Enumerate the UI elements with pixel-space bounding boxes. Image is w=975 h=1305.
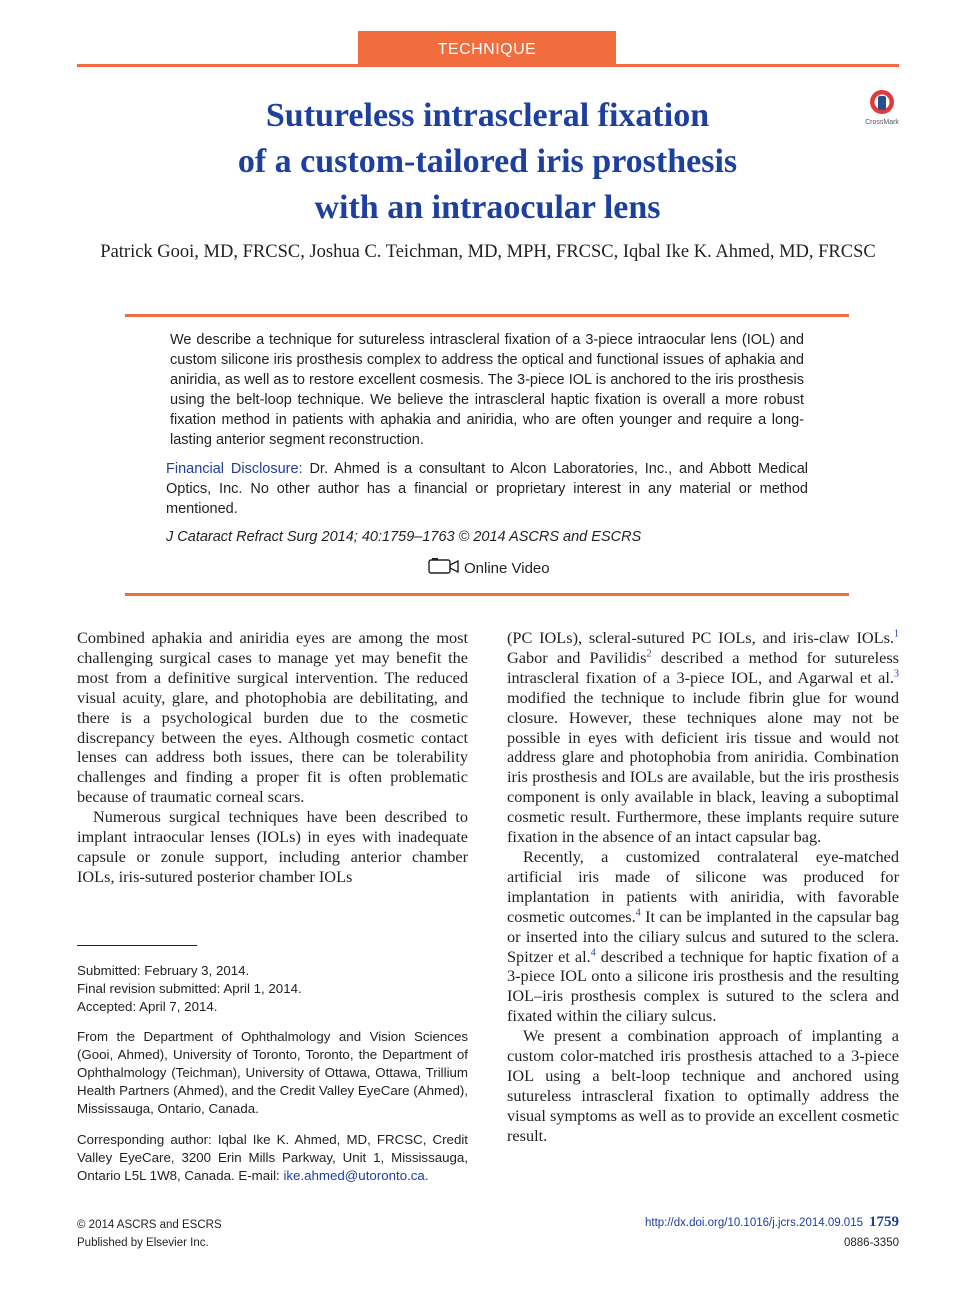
- footer-left: [77, 1216, 222, 1252]
- footnote-rule: [77, 945, 197, 946]
- footer-right: [560, 1212, 899, 1253]
- author-list: Patrick Gooi, MD, FRCSC, Joshua C. Teichman, MD, MPH, FRCSC, Iqbal Ike K. Ahmed, MD, FRCSC: [100, 242, 876, 262]
- body-paragraph: (PC IOLs), scleral-sutured PC IOLs, and iris-claw IOLs.$^1$ Gabor and Pavilidis$^2$ described a method for sutureless intrascleral fixation of a 3-piece IOL, and Agarwal et al.$^3$ modified the technique to include fibrin glue for wound closure. However, these techniques alone may not be possible in eyes with deficient iris tissue and would not address glare and photophobia from aniridia. Combination iris prosthesis and IOLs are available, but the iris prosthesis component is only available in black, leaving a suboptimal cosmetic result. Furthermore, these implants require suture fixation in the absence of an intact capsular bag.: [507, 628, 900, 847]
- body-paragraph: Recently, a customized contralateral eye-matched artificial iris made of silicone was produced for implantation in patients with aniridia, with favorable cosmetic outcomes.$^4$ It can be implanted in the capsular bag or inserted into the ciliary sulcus and sutured to the sclera. Spitzer et al.$^4$ described a technique for haptic fixation of a 3-piece IOL onto a silicone iris prosthesis and the resulting IOL–iris prosthesis complex is sutured to the sclera and fixated within the ciliary sulcus.: [507, 846, 900, 1026]
- title-line: with an intraocular lens: [314, 189, 661, 226]
- crossmark-icon[interactable]: [862, 88, 902, 128]
- copyright-notice: © 2014 ASCRS and ESCRS: [77, 1219, 222, 1231]
- body-column-left: [77, 628, 468, 887]
- online-video-link[interactable]: [428, 557, 550, 579]
- author-email-link[interactable]: ike.ahmed@utoronto.ca.: [283, 1168, 429, 1183]
- journal-citation: J Cataract Refract Surg 2014; 40:1759–1763 © 2014 ASCRS and ESCRS: [166, 529, 642, 545]
- abstract-bottom-rule: [125, 593, 849, 596]
- abstract-top-rule: [125, 314, 849, 317]
- online-video-label: Online Video: [464, 559, 550, 577]
- body-column-right: [507, 628, 899, 1146]
- financial-disclosure: [166, 459, 808, 519]
- author-affiliation: From the Department of Ophthalmology and Vision Sciences (Gooi, Ahmed), University of Toronto, Toronto, the Department of Ophthalmology (Teichman), University of Ottawa, Ottawa, Trillium Health Partners (Ahmed), and the Credit Valley EyeCare (Ahmed), Mississauga, Ontario, Canada.: [77, 1029, 468, 1116]
- corresponding-author: Corresponding author: Iqbal Ike K. Ahmed, MD, FRCSC, Credit Valley EyeCare, 3200 Erin Mills Parkway, Unit 1, Mississauga, Ontario L5L 1W8, Canada. E-mail: ike.ahmed@utoronto.ca.: [77, 1132, 468, 1183]
- header-rule: [77, 64, 899, 67]
- section-tab: TECHNIQUE: [358, 31, 616, 66]
- disclosure-text: Dr. Ahmed is a consultant to Alcon Laboratories, Inc., and Abbott Medical Optics, Inc. No other author has a financial or proprietary interest in any material or method mentioned.: [166, 461, 808, 517]
- body-paragraph: Numerous surgical techniques have been described to implant intraocular lenses (IOLs) in eyes with inadequate capsule or zonule support, including anterior chamber IOLs, iris-sutured posterior chamber IOLs: [77, 807, 468, 886]
- submission-dates: [77, 962, 468, 1016]
- title-line: of a custom-tailored iris prosthesis: [237, 143, 738, 180]
- crossmark-label: CrossMark: [865, 119, 899, 126]
- body-paragraph: Combined aphakia and aniridia eyes are among the most challenging surgical cases to manage yet may benefit the most from a definitive surgical intervention. The reduced visual acuity, glare, and photophobia are debilitating, and there is a psychological burden due to the cosmetic discrepancy between the eyes. Although cosmetic contact lenses can address both issues, there can be tolerability challenges and finding a proper fit is often problematic because of traumatic corneal scars.: [77, 628, 468, 807]
- article-title: [150, 93, 825, 231]
- issn: 0886-3350: [844, 1237, 899, 1249]
- doi-link[interactable]: http://dx.doi.org/10.1016/j.jcrs.2014.09.015: [644, 1217, 863, 1229]
- reference-link[interactable]: 1: [894, 628, 899, 640]
- accepted-date: Accepted: April 7, 2014.: [77, 999, 218, 1014]
- title-line: Sutureless intrascleral fixation: [265, 97, 710, 134]
- reference-link[interactable]: 3: [894, 668, 899, 680]
- reference-link[interactable]: 2: [646, 648, 652, 660]
- video-camera-icon: [428, 557, 460, 579]
- submitted-date: Submitted: February 3, 2014.: [77, 963, 250, 978]
- body-paragraph: We present a combination approach of implanting a custom color-matched iris prosthesis attached to a 3-piece IOL using a belt-loop technique and anchored using sutureless intrascleral fixation to optimally address the visual symptoms as well as to provide an excellent cosmetic result.: [507, 1026, 900, 1145]
- disclosure-label: Financial Disclosure:: [166, 461, 303, 477]
- publisher-line: Published by Elsevier Inc.: [77, 1237, 209, 1249]
- abstract-text: We describe a technique for sutureless intrascleral fixation of a 3-piece intraocular lens (IOL) and custom silicone iris prosthesis complex to address the optical and functional issues of aphakia and aniridia, as well as to restore excellent cosmesis. The 3-piece IOL is anchored to the iris prosthesis using the belt-loop technique. We believe the intrascleral haptic fixation is overall a more robust fixation method in patients with aphakia and aniridia, who are often younger and require a long-lasting anterior segment reconstruction.: [170, 332, 804, 448]
- reference-link[interactable]: 4: [590, 947, 596, 959]
- reference-link[interactable]: 4: [635, 907, 641, 919]
- page-number: 1759: [869, 1214, 899, 1230]
- revision-date: Final revision submitted: April 1, 2014.: [77, 981, 302, 996]
